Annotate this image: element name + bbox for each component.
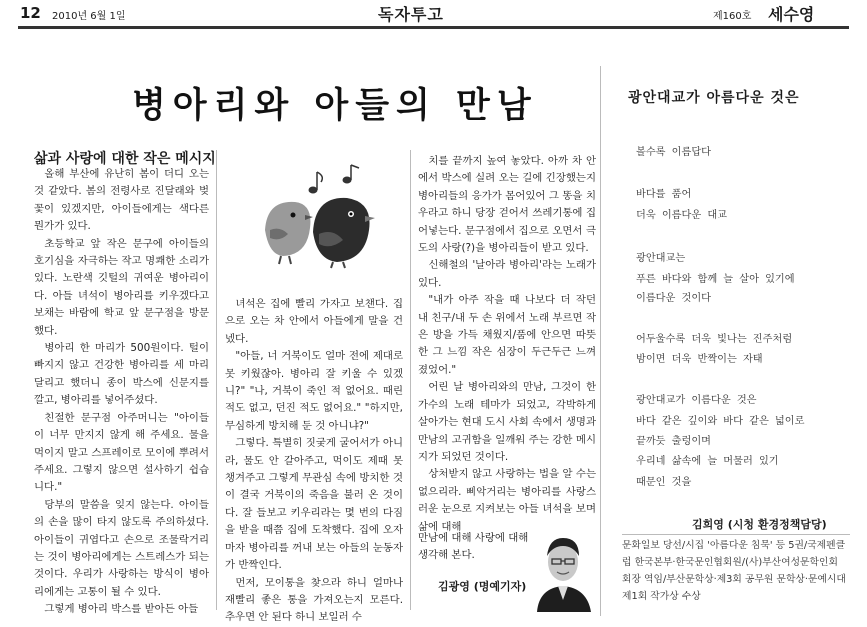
poem-line: 때문인 것을 [636,477,692,488]
poem-line: 끝까듯 출렁이며 [636,436,712,447]
poem-line: 광안대교는 [636,253,686,264]
article-title: 병아리와 아들의 만남 [132,86,538,126]
paragraph: 먼저, 모이통을 찾으라 하니 얼마나 재빨리 좋은 통을 가져오는지 모른다. 추우면 안 된다 하니 보일러 수 [225,576,403,624]
paragraph: 녀석은 집에 빨리 가자고 보챈다. 집으로 오는 차 안에서 아들에게 말을 건넸다. [225,298,403,345]
issue-date: 2010년 6월 1일 [52,11,126,22]
poem-line: 볼수록 이름답다 [636,147,712,158]
poem-line: 바다 같은 깊이와 바다 같은 넓이로 [636,416,805,427]
poet-name: 김희영 (시청 환경정책담당) [692,518,827,531]
paragraph: 올해 부산에 유난히 봄이 더디 오는 것 같았다. 봄의 전령사로 진달래와 벚꽃이 있겠지만, 아이들에게는 색다른 뭔가가 있다. [34,168,209,233]
poem-line: 어두울수록 더욱 빛나는 진주처럼 [636,334,793,345]
page-header [0,0,867,28]
poem-line: 밤이면 더욱 반짝이는 자태 [636,354,763,365]
bio-divider [622,534,850,535]
poem-title: 광안대교가 아름다운 것은 [628,90,800,106]
paragraph: 치를 끝까지 높여 놓았다. 아까 차 안에서 박스에 실려 오는 길에 긴장했는지 병아리들의 응가가 몸어있어 그 똥을 치우라고 하니 당장 걷어서 쓰레기통에 집어넣는다. 문구점에서 집으로 오면서 극도의 사랑(?)을 병아리들이 받고 있다. [418,155,596,255]
poem-line: 우리네 삶속에 늘 머물러 있기 [636,456,779,467]
paragraph: 상처받지 않고 사랑하는 법을 알 수는 없으리라. 삐악거리는 병아리를 사랑스러운 눈으로 지켜보는 아들 녀석을 보며 삶에 대해 [418,468,596,533]
poet-bio: 문화일보 당선/시집 '아름다운 침묵' 등 5권/국제펜클럽 한국본부·한국문인협회원/(사)부산여성문학인회 회장 역임/부산문학상·제3회 공무원 문학상·문예시대 제1회 작가상 수상 [622,540,846,602]
paragraph: 어린 날 병아리와의 만남, 그것이 한 가수의 노래 테마가 되었고, 각박하게 살아가는 현대 도시 사회 속에서 생명과 만남의 고귀함을 일깨워 주는 강한 메시지가 되었던 것이다. [418,381,596,463]
issue-number: 제160호 [713,11,752,22]
page-number: 12 [20,4,41,22]
newspaper-brand: 세수영 [768,5,815,24]
section-title: 독자투고 [378,5,444,24]
article-column-1 [34,166,209,616]
paragraph: 그렇게 병아리 박스를 받아든 아들 [44,603,199,616]
paragraph: 병아리 한 마리가 500원이다. 털이 빠지지 않고 건강한 병아리를 세 마리 달리고 했더니 종이 박스에 신문지를 깔고, 병아리를 넣어주셨다. [34,342,209,407]
paragraph: "내가 아주 작을 때 나보다 더 작던 내 친구/내 두 손 위에서 노래 부르면 작은 방을 가득 채웠지/품에 안으면 따뜻한 그 느낌 작은 심장이 두근두근 느껴졌었어." [418,294,596,376]
paragraph: 친절한 문구점 아주머니는 "아이들이 너무 만지지 않게 해 주세요. 물을 먹이지 말고 스프레이로 모이에 뿌려서 주세요. 그렇지 않으면 설사하기 쉽습니다." [34,411,209,494]
poem-line: 바다를 품어 [636,189,692,200]
paragraph: 초등학교 앞 작은 문구에 아이들의 호기심을 자극하는 작고 명쾌한 소리가 있다. 노란색 깃털의 귀여운 병아리이다. 아들 녀석이 병아리를 키우겠다고 보채는 바람에 학교 앞 문구점을 방문했다. [34,237,209,337]
paragraph: 신해철의 '날아라 병아리'라는 노래가 있다. [418,259,596,289]
column-divider [410,150,411,610]
article-column-3 [418,153,596,533]
poem-line: 이름다운 것이다 [636,293,712,304]
paragraph: 그렇다. 특별히 짓궂게 굴어서가 아니라, 물도 안 갈아주고, 먹이도 제때 못 챙겨주고 그렇게 무관심 속에 방치한 것이 결국 거북이의 죽음을 불러 온 것이다. 잘 들보고 키우리라는 몇 번의 다짐을 받을 때쯤 집에 도착했다. 집에 오자마자 병아리를 꺼내 보는 아들의 눈동자가 반짝인다. [225,437,403,572]
poem-line: 광안대교가 이름다운 것은 [636,395,757,406]
header-rule [18,26,849,29]
chicks-illustration [255,160,385,270]
column-divider [216,150,217,610]
article-column-2 [225,296,403,624]
article-subtitle: 삶과 사랑에 대한 작은 메시지 [34,151,216,167]
paragraph: "아들, 너 거북이도 얼마 전에 제대로 못 키웠잖아. 병아리 잘 키울 수 있겠니?" "나, 거북이 죽인 적 없어요. 때린 적도 없고, 던진 적도 없어요." "하지만, 무심하게 방치해 둔 것 아니냐?" [225,350,403,432]
paragraph: 당부의 말씀을 잊지 않는다. 아이들의 손을 많이 타지 않도록 주의하셨다. 아이들이 귀엽다고 손으로 조물락거리는 것이 병아리에게는 스트레스가 되는 것이다. 우리가 사랑하는 방식이 병아리에게는 고통이 될 수 있다. [34,498,209,598]
poem-line: 더욱 이름다운 대교 [636,210,727,221]
article-author: 김광영 (명예기자) [438,580,527,593]
article-column-3-tail: 만남에 대해 사랑에 대해 생각해 본다. [418,532,529,562]
author-photo [533,522,593,612]
poem-line: 푸른 바다와 함께 늘 살아 있기에 [636,274,795,285]
